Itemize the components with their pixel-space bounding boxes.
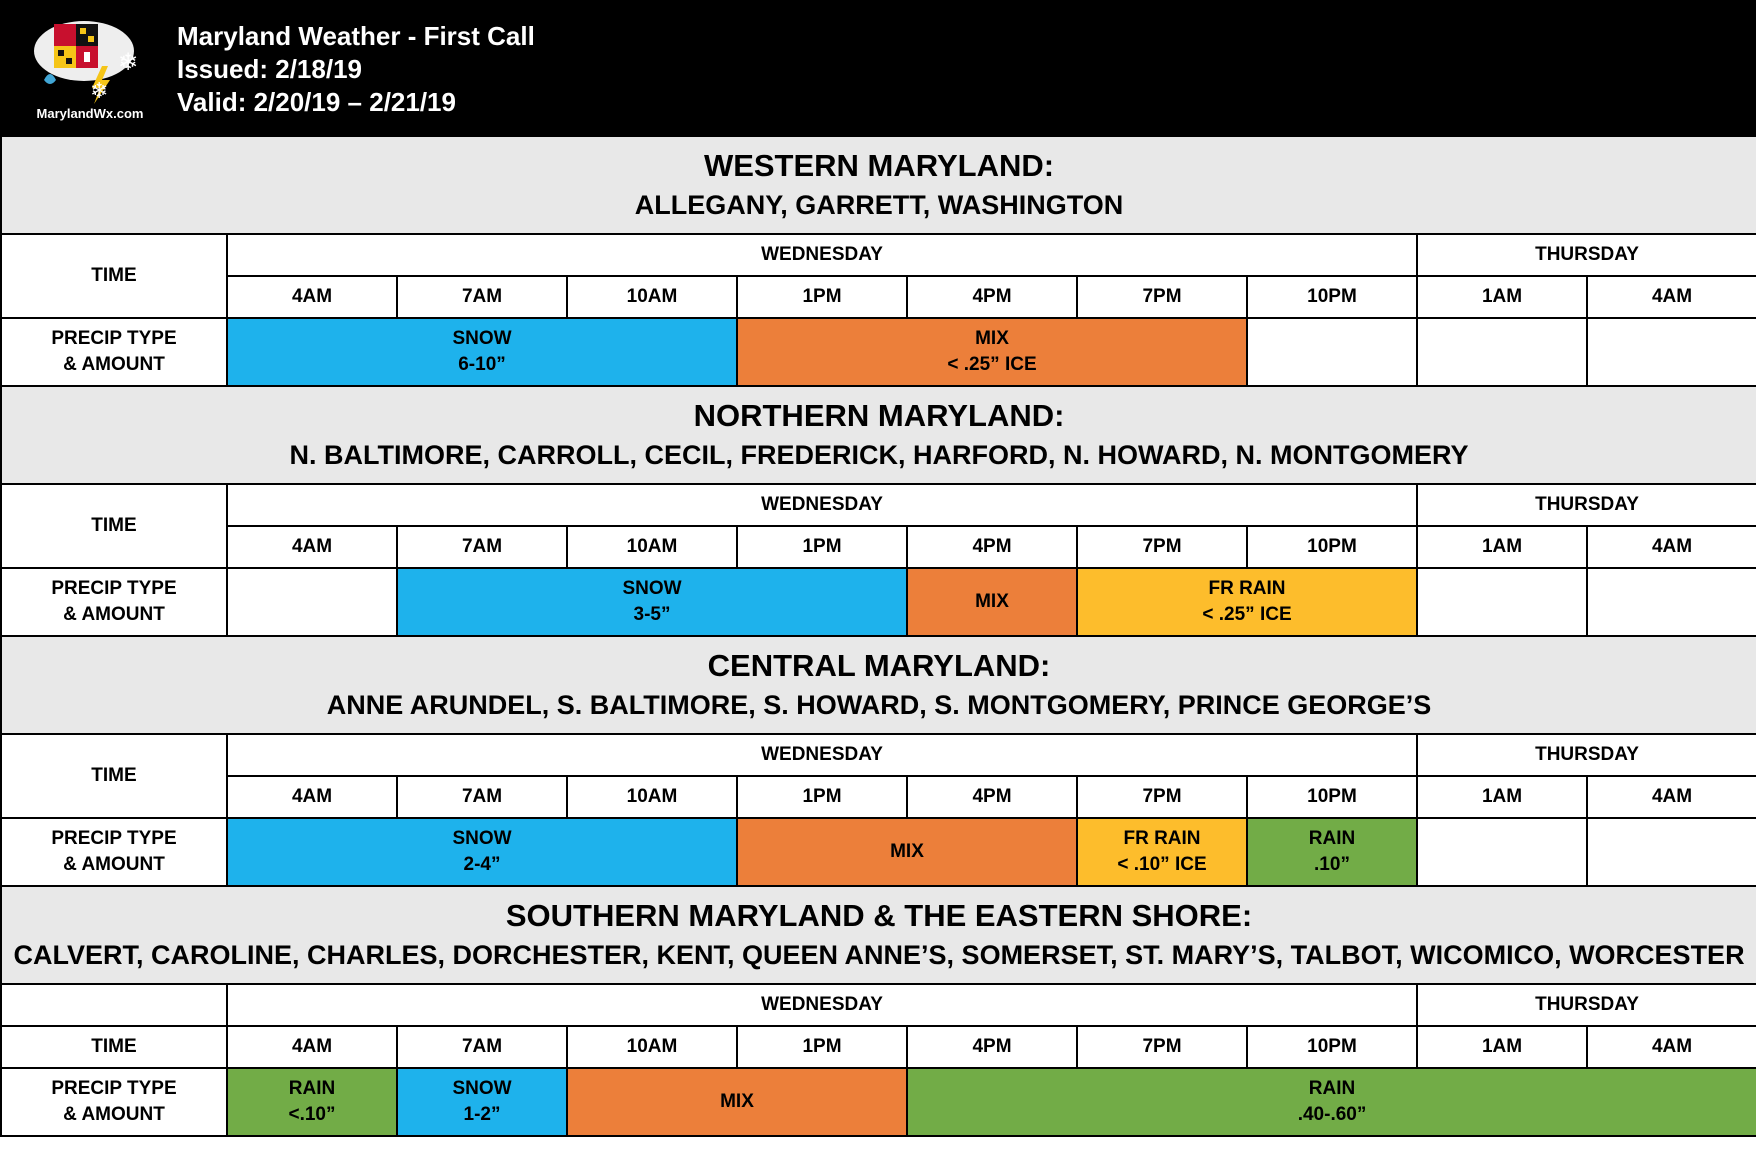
time-label: TIME [1,734,227,818]
hour-cell: 4AM [227,1026,397,1068]
region-header [1,636,1756,734]
precip-label [1,318,227,386]
empty-corner [1,984,227,1026]
precip-empty [1587,568,1756,636]
precip-label-line2: & AMOUNT [63,854,165,875]
precip-amount: < .25” ICE [947,354,1037,375]
region-counties: ALLEGANY, GARRETT, WASHINGTON [634,190,1124,220]
hour-cell: 10PM [1247,1026,1417,1068]
precip-amount: < .25” ICE [1202,604,1292,625]
precip-rain-block [907,1068,1756,1136]
hour-cell: 7PM [1077,1026,1247,1068]
region-counties: N. BALTIMORE, CARROLL, CECIL, FREDERICK, HARFORD, N. HOWARD, N. MONTGOMERY [289,440,1469,470]
precip-label [1,568,227,636]
precip-amount: 6-10” [458,354,506,375]
day-row [1,734,1756,776]
precip-type: SNOW [452,828,512,849]
hour-cell: 1AM [1417,776,1587,818]
hour-cell: 10PM [1247,526,1417,568]
forecast-table [0,135,1756,1137]
precip-snow-block [397,568,907,636]
precip-freezing-rain-block [1077,568,1417,636]
precip-amount: 3-5” [633,604,671,625]
hour-row [1,1026,1756,1068]
precip-type: FR RAIN [1123,828,1201,849]
precip-type: MIX [975,591,1009,612]
hour-cell: 4AM [1587,276,1756,318]
day-row [1,984,1756,1026]
hour-cell: 1AM [1417,526,1587,568]
hour-cell: 10AM [567,276,737,318]
logo-text: MarylandWx.com [36,106,144,121]
region-name: CENTRAL MARYLAND: [707,648,1051,683]
region-name: SOUTHERN MARYLAND & THE EASTERN SHORE: [505,898,1253,933]
precip-amount: 2-4” [463,854,501,875]
precip-row [1,818,1756,886]
hour-cell: 4AM [227,526,397,568]
precip-snow-block [227,318,737,386]
precip-snow-block [397,1068,567,1136]
precip-amount: 1-2” [463,1104,501,1125]
precip-amount: .40-.60” [1297,1104,1367,1125]
precip-type: RAIN [288,1078,336,1099]
precip-amount: .10” [1314,854,1350,875]
precip-label-line1: PRECIP TYPE [51,578,177,599]
hour-cell: 10AM [567,1026,737,1068]
precip-label [1,818,227,886]
hour-cell: 7PM [1077,276,1247,318]
hour-cell: 4AM [227,776,397,818]
precip-empty [1417,318,1587,386]
precip-mix-block [907,568,1077,636]
region-name: NORTHERN MARYLAND: [693,398,1065,433]
precip-amount: < .10” ICE [1117,854,1207,875]
precip-label-line2: & AMOUNT [63,354,165,375]
precip-type: SNOW [452,1078,512,1099]
region-header [1,886,1756,984]
forecast-title: Maryland Weather - First Call [177,21,535,51]
precip-row [1,568,1756,636]
hour-cell: 1PM [737,526,907,568]
time-label: TIME [1,234,227,318]
day-thursday: THURSDAY [1417,984,1756,1026]
precip-label-line1: PRECIP TYPE [51,328,177,349]
precip-type: MIX [890,841,924,862]
hour-cell: 7AM [397,1026,567,1068]
precip-empty [227,568,397,636]
header-text-block [177,20,535,119]
hour-cell: 4PM [907,276,1077,318]
region-counties: CALVERT, CAROLINE, CHARLES, DORCHESTER, KENT, QUEEN ANNE’S, SOMERSET, ST. MARY’S, TALBOT, WICOMICO, WORCESTER [13,940,1745,970]
precip-rain-block [1247,818,1417,886]
day-thursday: THURSDAY [1417,734,1756,776]
precip-row [1,1068,1756,1136]
hour-cell: 7AM [397,276,567,318]
precip-empty [1417,568,1587,636]
valid-dates: Valid: 2/20/19 – 2/21/19 [177,87,456,117]
day-row [1,484,1756,526]
day-wednesday: WEDNESDAY [227,984,1417,1026]
precip-type: SNOW [622,578,682,599]
precip-type: SNOW [452,328,512,349]
hour-cell: 10PM [1247,276,1417,318]
issued-date: Issued: 2/18/19 [177,54,362,84]
precip-empty [1247,318,1417,386]
region-name: WESTERN MARYLAND: [703,148,1055,183]
day-thursday: THURSDAY [1417,234,1756,276]
region-header-row [1,386,1756,484]
hour-cell: 4PM [907,1026,1077,1068]
region-header [1,136,1756,234]
day-wednesday: WEDNESDAY [227,234,1417,276]
precip-mix-block [737,318,1247,386]
precip-type: RAIN [1308,828,1356,849]
region-header-row [1,636,1756,734]
precip-type: MIX [720,1091,754,1112]
svg-text:❄: ❄ [118,48,139,76]
time-label: TIME [1,484,227,568]
hour-cell: 7PM [1077,776,1247,818]
precip-rain-block [227,1068,397,1136]
svg-text:❄: ❄ [90,79,109,104]
precip-label-line1: PRECIP TYPE [51,1078,177,1099]
hour-cell: 10AM [567,776,737,818]
precip-label-line1: PRECIP TYPE [51,828,177,849]
precip-label [1,1068,227,1136]
precip-mix-block [737,818,1077,886]
day-wednesday: WEDNESDAY [227,484,1417,526]
day-row [1,234,1756,276]
precip-empty [1587,318,1756,386]
precip-label-line2: & AMOUNT [63,1104,165,1125]
hour-cell: 4PM [907,776,1077,818]
precip-type: MIX [975,328,1009,349]
hour-cell: 1AM [1417,276,1587,318]
precip-type: RAIN [1308,1078,1356,1099]
region-header-row [1,886,1756,984]
hour-cell: 4AM [1587,526,1756,568]
time-label: TIME [1,1026,227,1068]
precip-mix-block [567,1068,907,1136]
precip-row [1,318,1756,386]
hour-cell: 1PM [737,276,907,318]
header-bar [0,0,1756,135]
hour-cell: 4AM [1587,776,1756,818]
hour-cell: 1PM [737,776,907,818]
hour-cell: 10AM [567,526,737,568]
hour-cell: 4PM [907,526,1077,568]
region-header [1,386,1756,484]
precip-amount: <.10” [288,1104,336,1125]
hour-cell: 4AM [227,276,397,318]
day-wednesday: WEDNESDAY [227,734,1417,776]
precip-empty [1587,818,1756,886]
precip-empty [1417,818,1587,886]
hour-row [1,526,1756,568]
hour-cell: 7AM [397,776,567,818]
hour-row [1,276,1756,318]
marylandwx-logo [22,6,158,126]
hour-row [1,776,1756,818]
precip-snow-block [227,818,737,886]
precip-label-line2: & AMOUNT [63,604,165,625]
hour-cell: 1PM [737,1026,907,1068]
hour-cell: 7PM [1077,526,1247,568]
day-thursday: THURSDAY [1417,484,1756,526]
flag-cloud-icon [22,6,158,106]
precip-type: FR RAIN [1208,578,1286,599]
hour-cell: 10PM [1247,776,1417,818]
hour-cell: 7AM [397,526,567,568]
hour-cell: 4AM [1587,1026,1756,1068]
region-counties: ANNE ARUNDEL, S. BALTIMORE, S. HOWARD, S. MONTGOMERY, PRINCE GEORGE’S [326,690,1432,720]
precip-freezing-rain-block [1077,818,1247,886]
hour-cell: 1AM [1417,1026,1587,1068]
region-header-row [1,136,1756,234]
